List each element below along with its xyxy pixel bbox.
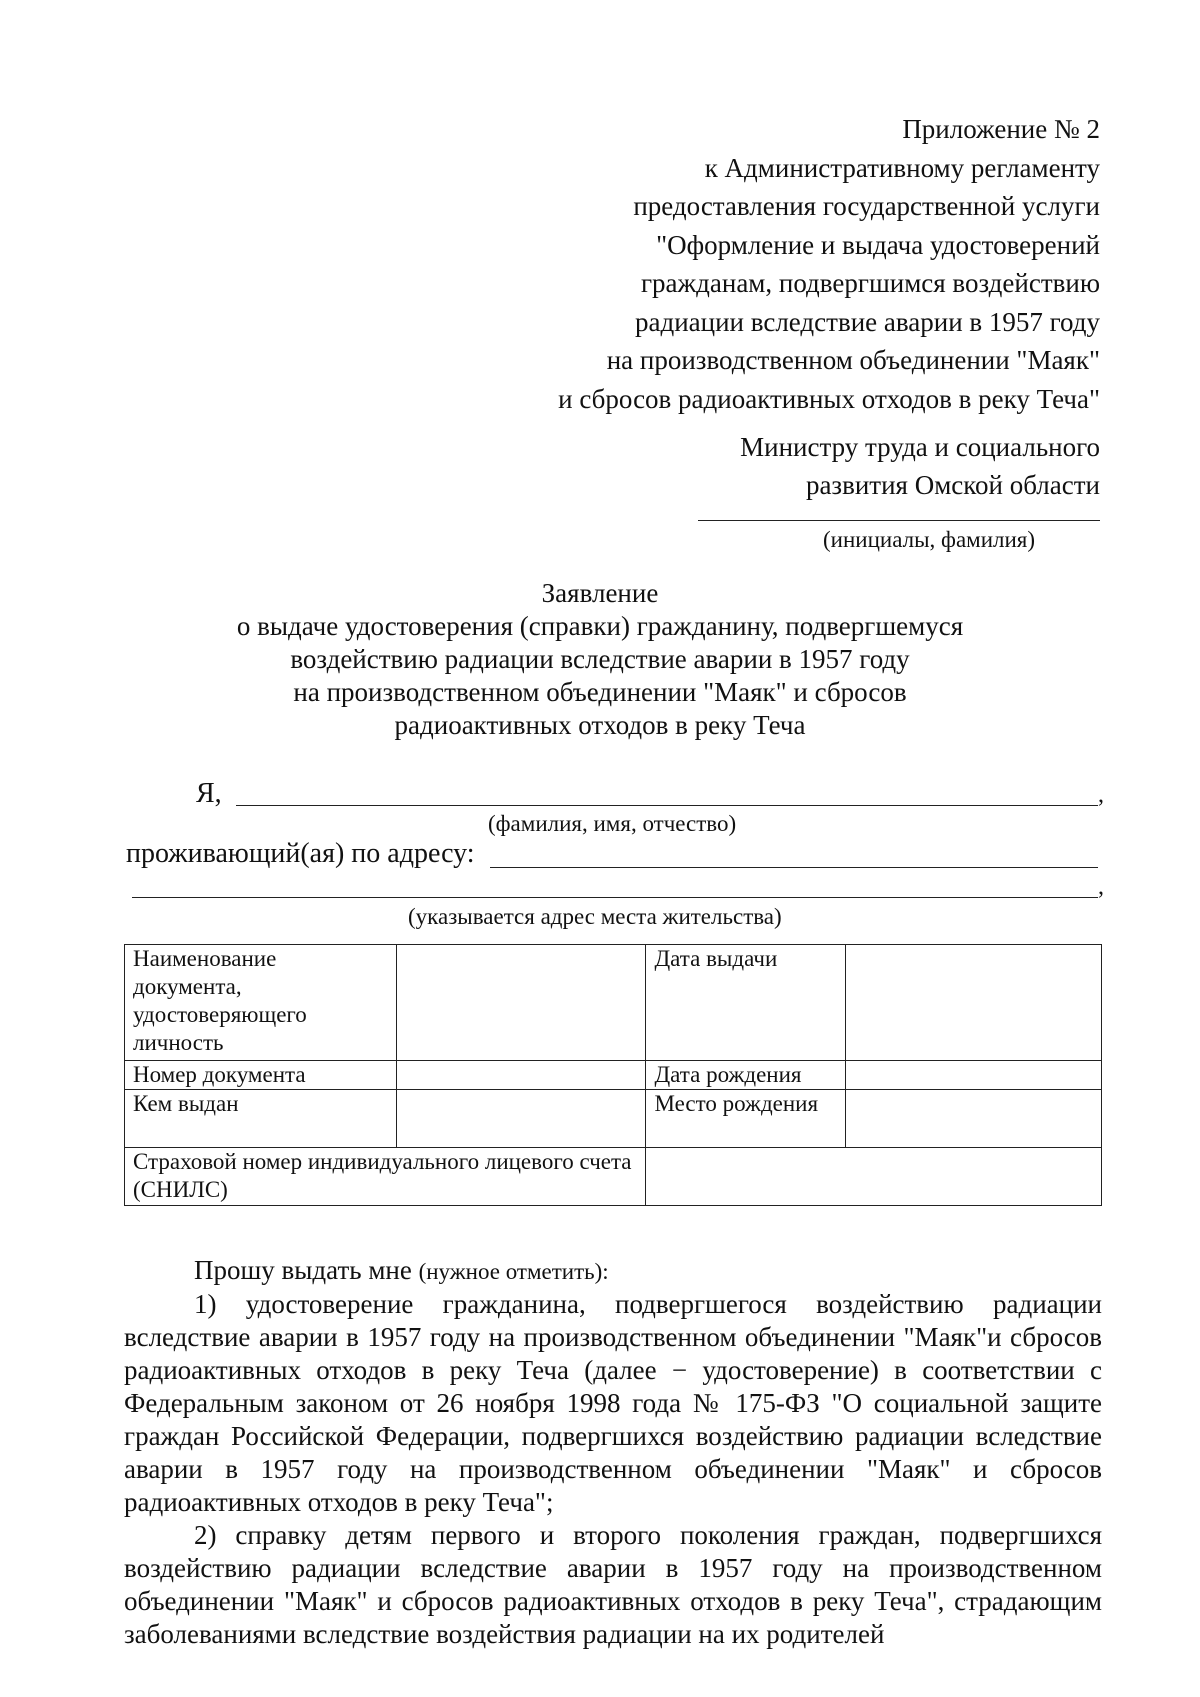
issue-date-cell[interactable] <box>846 945 1102 1061</box>
request-intro-note: (нужное отметить): <box>418 1259 609 1284</box>
birth-place-cell[interactable] <box>846 1090 1102 1148</box>
title-line: о выдаче удостоверения (справки) гражданину, подвергшемуся <box>236 611 964 641</box>
request-item-2: 2) справку детям первого и второго поколения граждан, подвергшихся воздействию радиации вследствие аварии в 1957 году на производственном объединении "Маяк" и сбросов радиоактивных отходов в реку Теча", страдающим заболеваниями вследствие воздействия радиации на их родителей <box>124 1520 1102 1649</box>
appendix-line: радиации вследствие аварии в 1957 году <box>635 306 1100 337</box>
table-row <box>125 1061 1102 1090</box>
fio-line[interactable] <box>236 805 1098 806</box>
recipient-name-line[interactable] <box>698 520 1100 521</box>
request-intro-text: Прошу выдать мне <box>194 1255 412 1285</box>
appendix-line: гражданам, подвергшимся воздействию <box>640 268 1100 298</box>
snils-label: Страховой номер индивидуального лицевого счета (СНИЛС) <box>125 1148 646 1206</box>
ya-label: Я, <box>196 778 222 809</box>
appendix-line: "Оформление и выдача удостоверений <box>656 229 1100 260</box>
issued-by-cell[interactable] <box>396 1090 646 1148</box>
title-heading: Заявление <box>541 578 659 608</box>
address-line[interactable] <box>490 867 1098 868</box>
table-row <box>125 1148 1102 1206</box>
fio-comma: , <box>1098 782 1104 808</box>
table-row <box>125 945 1102 1061</box>
request-intro <box>124 1254 1102 1288</box>
doc-name-label: Наименование документа, удостоверяющего личность <box>125 945 397 1061</box>
doc-name-cell[interactable] <box>396 945 646 1061</box>
snils-cell[interactable] <box>646 1148 1102 1206</box>
issue-date-label: Дата выдачи <box>646 945 846 1061</box>
doc-number-cell[interactable] <box>396 1061 646 1090</box>
request-section <box>124 1254 1102 1651</box>
recipient-block <box>500 428 1100 504</box>
address-comma: , <box>1098 874 1104 900</box>
address-label: проживающий(ая) по адресу: <box>126 838 475 869</box>
recipient-line: развития Омской области <box>805 470 1100 500</box>
appendix-line: Приложение № 2 <box>902 114 1100 144</box>
title-line: воздействию радиации вследствие аварии в 1957 году <box>290 644 910 674</box>
table-row <box>125 1090 1102 1148</box>
request-item-1: 1) удостоверение гражданина, подвергшегося воздействию радиации вследствие аварии в 1957 году на производственном объединении "Маяк"и сбросов радиоактивных отходов в реку Теча (далее − удостоверение) в соответствии с Федеральным законом от 26 ноября 1998 года № 175-ФЗ "О социальной защите граждан Российской Федерации, подвергшихся воздействию радиации вследствие аварии в 1957 году на производственном объединении "Маяк" и сбросов радиоактивных отходов в реку Теча"; <box>124 1289 1102 1517</box>
title-line: радиоактивных отходов в реку Теча <box>394 710 806 740</box>
fio-caption: (фамилия, имя, отчество) <box>488 811 737 836</box>
birth-date-label: Дата рождения <box>646 1061 846 1090</box>
application-title <box>150 577 1050 742</box>
appendix-header <box>400 110 1100 418</box>
doc-number-label: Номер документа <box>125 1061 397 1090</box>
birth-date-cell[interactable] <box>846 1061 1102 1090</box>
appendix-line: на производственном объединении "Маяк" <box>606 345 1100 375</box>
address-caption: (указывается адрес места жительства) <box>408 904 782 929</box>
recipient-caption: (инициалы, фамилия) <box>823 527 1036 552</box>
issued-by-label: Кем выдан <box>125 1090 397 1148</box>
address-line-2[interactable] <box>132 897 1098 898</box>
recipient-line: Министру труда и социального <box>740 432 1100 462</box>
title-line: на производственном объединении "Маяк" и сбросов <box>293 677 907 707</box>
appendix-line: предоставления государственной услуги <box>633 191 1100 221</box>
appendix-line: и сбросов радиоактивных отходов в реку Теча" <box>558 383 1100 414</box>
appendix-line: к Административному регламенту <box>704 152 1100 183</box>
birth-place-label: Место рождения <box>646 1090 846 1148</box>
identity-table <box>124 944 1102 1206</box>
